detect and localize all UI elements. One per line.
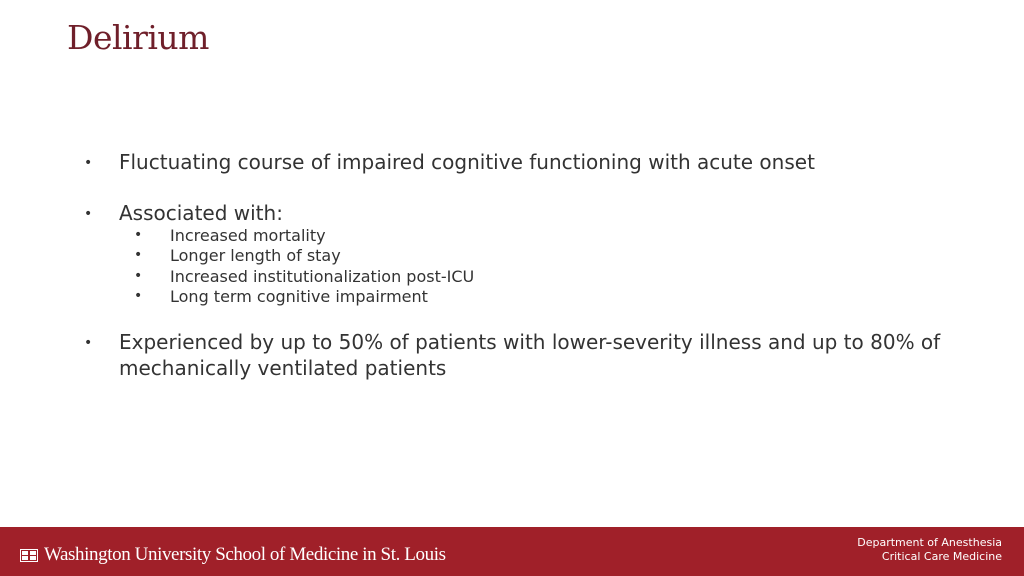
sub-bullet-marker: •: [134, 227, 143, 243]
slide-title: Delirium: [67, 18, 209, 57]
bullet-text: Experienced by up to 50% of patients with lower-severity illness and up to 80% of mechanically ventilated patients: [119, 330, 941, 380]
sub-bullet-text: Long term cognitive impairment: [170, 287, 428, 306]
bullet-marker: •: [84, 155, 93, 171]
university-logo: [20, 544, 446, 566]
department-line: Critical Care Medicine: [881, 550, 1002, 563]
shield-icon: [20, 549, 38, 562]
sub-bullet-text: Longer length of stay: [170, 246, 341, 265]
footer-bar: [0, 527, 1024, 576]
department-line: Department of Anesthesia: [857, 536, 1002, 549]
sub-bullet-marker: •: [134, 288, 143, 304]
bullet-marker: •: [84, 206, 93, 222]
department-label: [857, 536, 1002, 564]
sub-bullet-text: Increased institutionalization post-ICU: [170, 267, 475, 286]
sub-bullet-text: Increased mortality: [170, 226, 326, 245]
logo-text: Washington University School of Medicine in St. Louis: [44, 544, 446, 565]
bullet-text: Associated with:: [119, 201, 283, 225]
sub-bullet-marker: •: [134, 268, 143, 284]
sub-bullet-marker: •: [134, 247, 143, 263]
bullet-text: Fluctuating course of impaired cognitive functioning with acute onset: [119, 150, 815, 174]
bullet-marker: •: [84, 335, 93, 351]
